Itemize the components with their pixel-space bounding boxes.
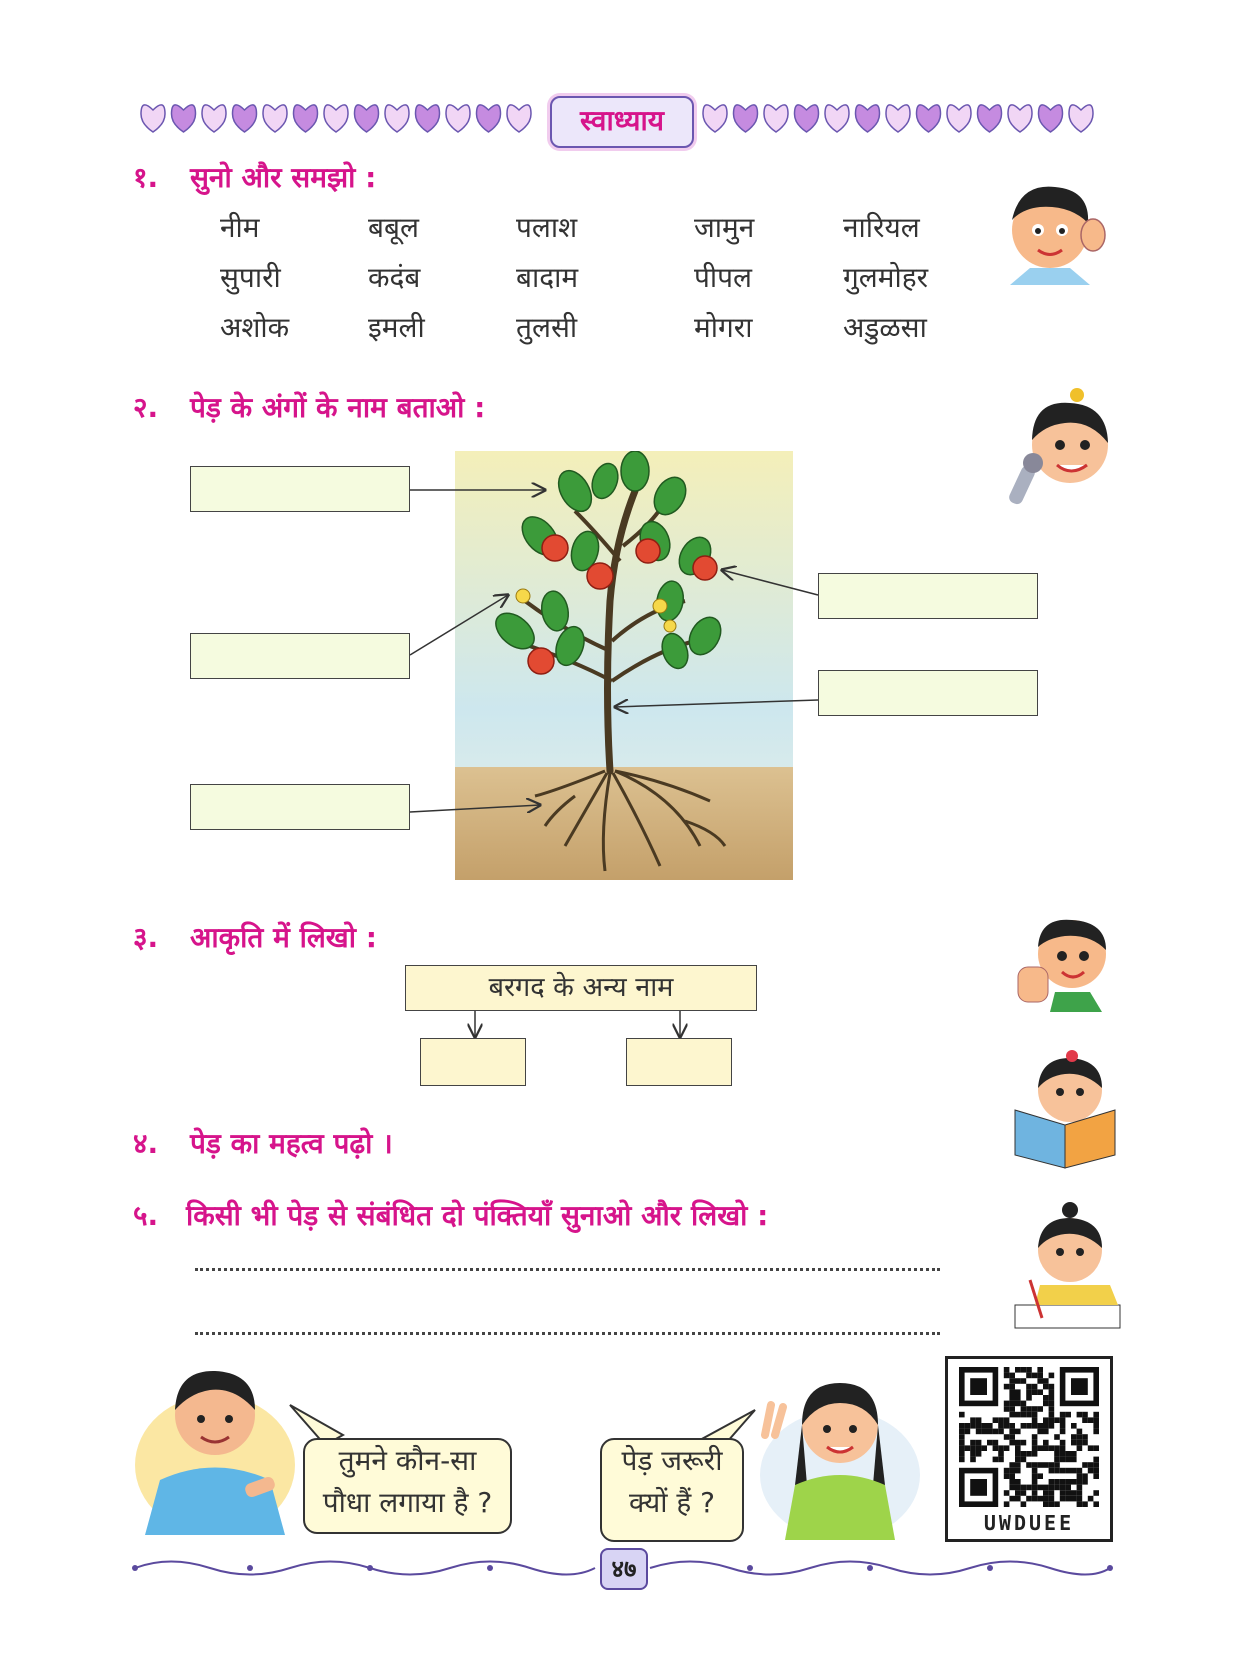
q1-number: १. — [133, 161, 159, 194]
tree-word: अशोक — [220, 311, 290, 344]
banyan-names-box: बरगद के अन्य नाम — [405, 965, 757, 1011]
tree-word: कदंब — [368, 261, 421, 294]
banyan-answer-box-1[interactable] — [420, 1038, 526, 1086]
q2-number: २. — [133, 391, 159, 424]
speech-bubble-left — [303, 1438, 512, 1534]
tree-word: जामुन — [694, 211, 755, 244]
speech-bubble-right — [600, 1438, 744, 1542]
answer-box-flower[interactable] — [190, 633, 410, 679]
q1-text: सुनो और समझो : — [190, 161, 377, 194]
tree-word: बबूल — [368, 211, 419, 244]
banyan-answer-box-2[interactable] — [626, 1038, 732, 1086]
tree-word: बादाम — [516, 261, 579, 294]
q4-text: पेड़ का महत्व पढ़ो । — [190, 1127, 393, 1160]
page-heading: स्वाध्याय — [550, 96, 694, 148]
tree-word: नारियल — [843, 211, 920, 244]
girl-reading-book-icon — [1010, 1050, 1120, 1170]
qr-code[interactable] — [945, 1356, 1113, 1542]
qr-code-label: UWDUEE — [983, 1511, 1075, 1535]
tree-word: इमली — [368, 311, 425, 344]
tree-word: तुलसी — [516, 311, 578, 344]
tree-word: पीपल — [694, 261, 753, 294]
q4-number: ४. — [133, 1127, 159, 1160]
girl-peace-sign-icon — [755, 1365, 920, 1540]
q5-number: ५. — [133, 1199, 159, 1232]
speech-bubble-right-line1: पेड़ जरूरी — [621, 1444, 723, 1477]
writing-line-1[interactable] — [195, 1268, 940, 1271]
tree-word: नीम — [220, 211, 260, 244]
tree-word: पलाश — [516, 211, 578, 244]
tree-word: मोगरा — [694, 311, 753, 344]
boy-pointing-icon — [135, 1355, 295, 1535]
q3-number: ३. — [133, 921, 159, 954]
speech-bubble-left-line2: पौधा लगाया है ? — [322, 1486, 493, 1519]
writing-line-2[interactable] — [195, 1332, 940, 1335]
answer-box-trunk[interactable] — [818, 670, 1038, 716]
tree-word: सुपारी — [220, 261, 281, 294]
q3-text: आकृति में लिखो : — [190, 921, 377, 954]
tree-word: गुलमोहर — [843, 261, 929, 294]
tree-word: अडुळसा — [843, 311, 927, 344]
q2-text: पेड़ के अंगों के नाम बताओ : — [190, 391, 486, 424]
page-number: ४७ — [600, 1548, 648, 1590]
answer-box-leaves[interactable] — [190, 466, 410, 512]
q5-text: किसी भी पेड़ से संबंधित दो पंक्तियाँ सुनाओ और लिखो : — [186, 1199, 769, 1232]
boy-thumbs-up-icon — [1010, 912, 1120, 1012]
qr-pattern — [959, 1367, 1099, 1507]
girl-writing-icon — [1010, 1200, 1125, 1330]
speech-bubble-left-line1: तुमने कौन-सा — [338, 1444, 477, 1477]
answer-box-roots[interactable] — [190, 784, 410, 830]
answer-box-fruit[interactable] — [818, 573, 1038, 619]
speech-bubble-right-line2: क्यों हैं ? — [628, 1486, 715, 1519]
